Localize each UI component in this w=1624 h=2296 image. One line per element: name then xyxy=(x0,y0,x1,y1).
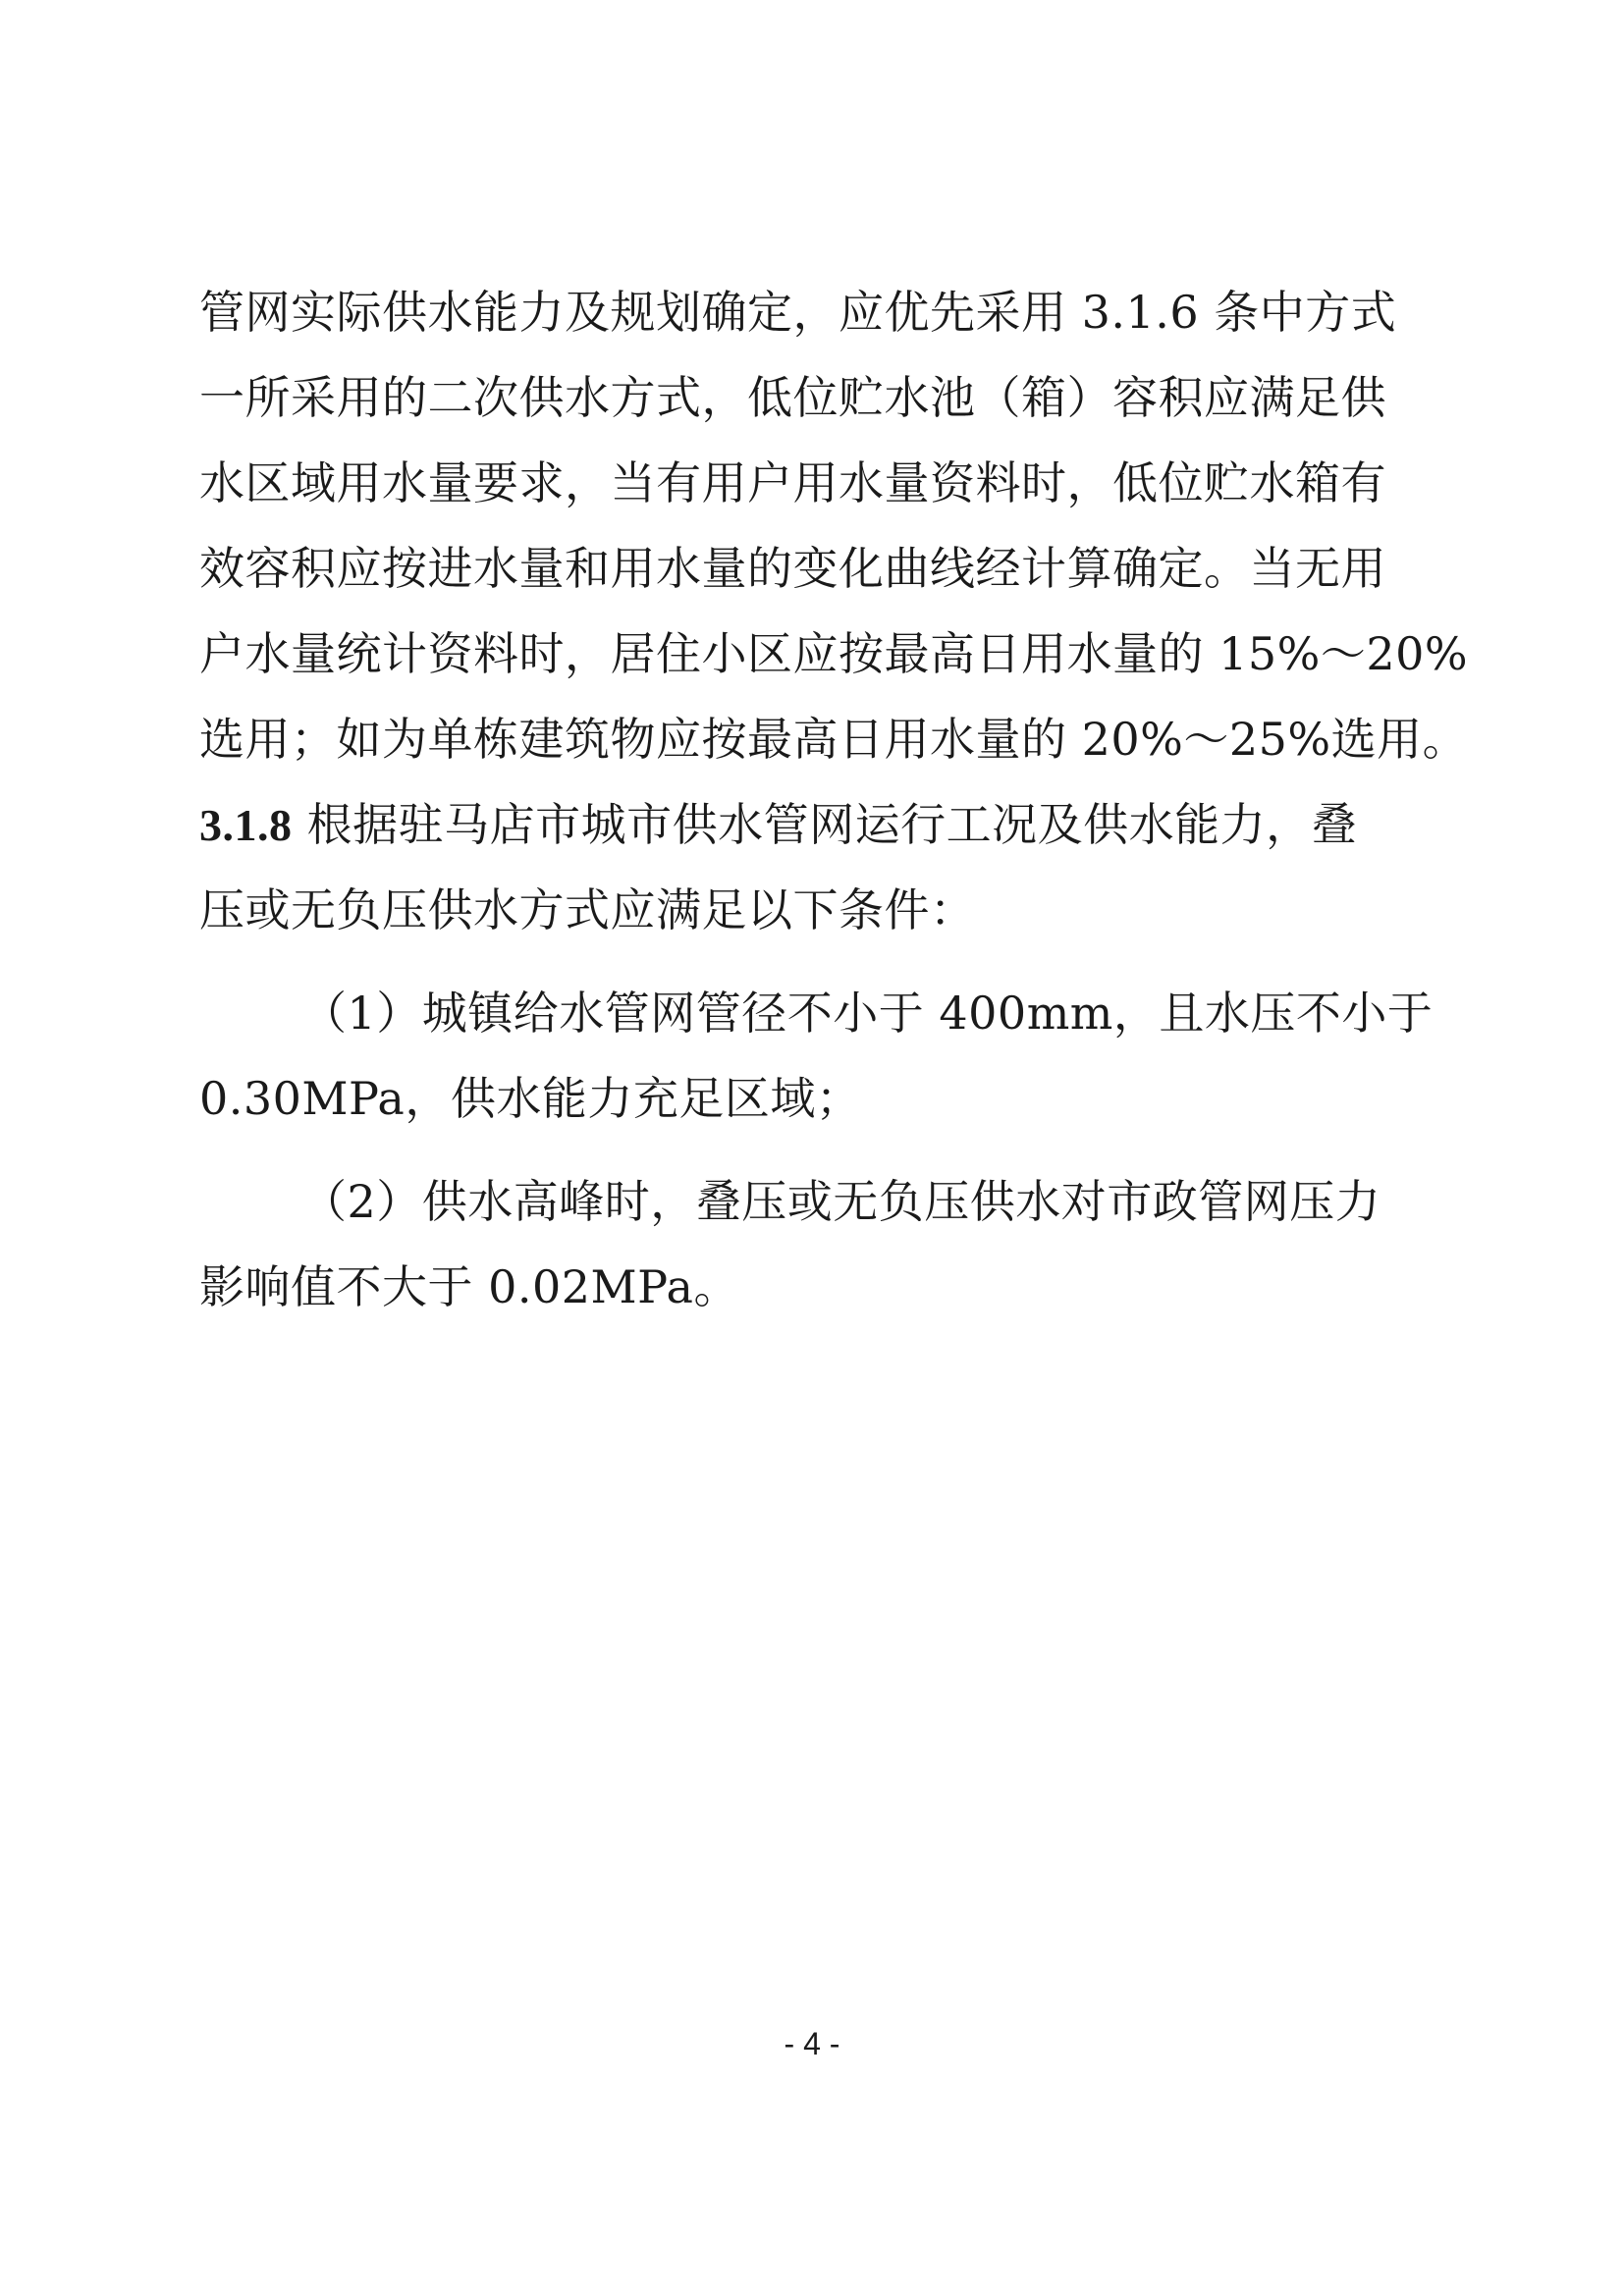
page-number: - 4 - xyxy=(784,2026,840,2061)
item-2-line-2: 影响值不大于 0.02MPa。 xyxy=(199,1260,739,1313)
section-3-1-8-line-2: 压或无负压供水方式应满足以下条件： xyxy=(199,883,976,936)
paragraph-line-2: 一所采用的二次供水方式，低位贮水池（箱）容积应满足供 xyxy=(199,371,1386,424)
item-1-line-1: （1）城镇给水管网管径不小于 400mm，且水压不小于 xyxy=(301,987,1434,1040)
item-1-line-2: 0.30MPa，供水能力充足区域； xyxy=(199,1072,862,1125)
section-number: 3.1.8 xyxy=(199,800,293,850)
paragraph-line-1: 管网实际供水能力及规划确定，应优先采用 3.1.6 条中方式 xyxy=(199,286,1397,339)
item-2-line-1: （2）供水高峰时，叠压或无负压供水对市政管网压力 xyxy=(301,1175,1381,1228)
paragraph-line-6: 选用；如为单栋建筑物应按最高日用水量的 20%～25%选用。 xyxy=(199,713,1469,766)
section-3-1-8-line-1 xyxy=(199,795,1357,855)
paragraph-line-4: 效容积应按进水量和用水量的变化曲线经计算确定。当无用 xyxy=(199,542,1386,595)
paragraph-line-3: 水区域用水量要求，当有用户用水量资料时，低位贮水箱有 xyxy=(199,456,1386,509)
section-3-1-8-text: 根据驻马店市城市供水管网运行工况及供水能力，叠 xyxy=(306,798,1358,851)
paragraph-line-5: 户水量统计资料时，居住小区应按最高日用水量的 15%～20% xyxy=(199,627,1469,680)
